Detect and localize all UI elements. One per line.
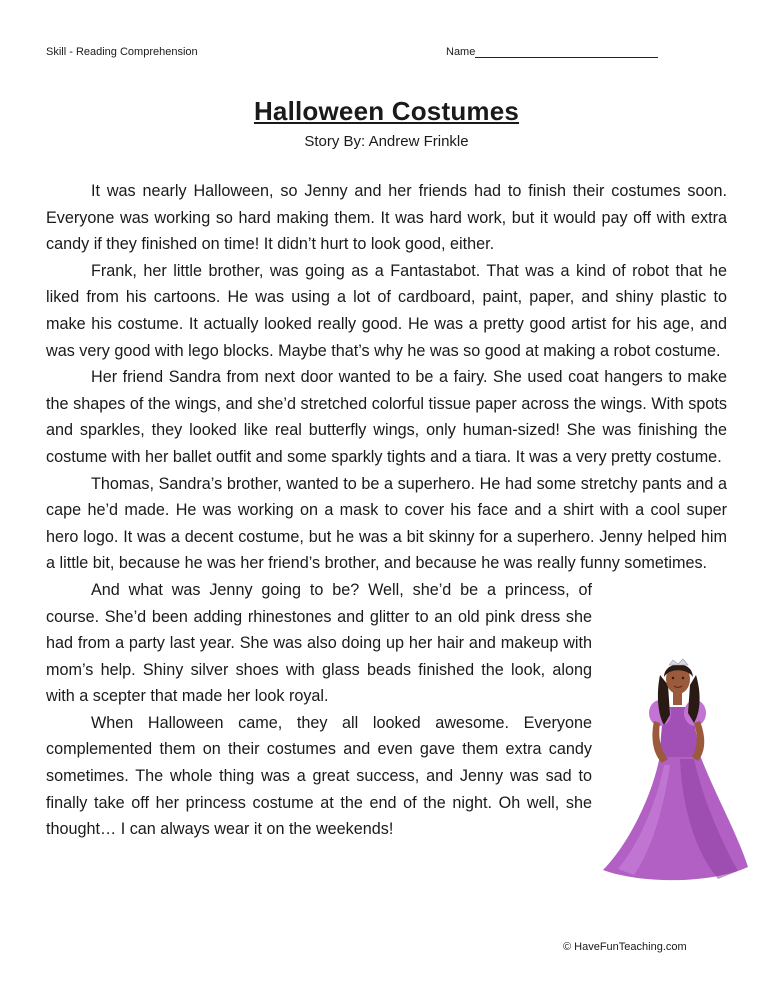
story-paragraph: Thomas, Sandra’s brother, wanted to be a superhero. He had some stretchy pants and a cape he’d made. He was working on a mask to cover his face and a shirt with a cool super hero logo. It was a decent costume, but he was a bit skinny for a superhero. Jenny helped him a little bit, because he was her friend’s brother, and because he was really funny sometimes. bbox=[46, 474, 727, 573]
name-field bbox=[446, 46, 658, 58]
copyright-footer: © HaveFunTeaching.com bbox=[563, 941, 687, 953]
story-paragraph: Her friend Sandra from next door wanted to be a fairy. She used coat hangers to make the shapes of the wings, and she’d stretched colorful tissue paper across the wings. With spots and sparkles, they looked like real butterfly wings, only human-sized! She was finishing the costume with her ballet outfit and some sparkly tights and a tiara. It was a very pretty costume. bbox=[46, 368, 727, 466]
princess-illustration bbox=[598, 655, 753, 887]
story-byline: Story By: Andrew Frinkle bbox=[304, 133, 469, 150]
story-paragraph: Frank, her little brother, was going as a Fantastabot. That was a kind of robot that he liked from his cartoons. He was using a lot of cardboard, paint, paper, and shiny plastic to make his costume. It actually looked really good. He was a pretty good artist for his age, and was very good with lego blocks. Maybe that’s why he was so good at making a robot costume. bbox=[46, 261, 727, 360]
story-paragraph: It was nearly Halloween, so Jenny and her friends had to finish their costumes soon. Everyone was working so hard making them. It was hard work, but it would pay off with extra candy if they finished on time! It didn’t hurt to look good, either. bbox=[46, 182, 727, 254]
worksheet-header bbox=[46, 46, 727, 62]
story-title: Halloween Costumes bbox=[253, 96, 520, 126]
story-paragraph: When Halloween came, they all looked awesome. Everyone complemented them on their costumes and even gave them extra candy sometimes. The whole thing was a great success, and Jenny was sad to finally take off her princess costume at the end of the night. Oh well, she thought… I can always wear it on the weekends! bbox=[46, 713, 592, 839]
name-label: Name bbox=[446, 46, 476, 58]
tiara-icon bbox=[669, 659, 688, 665]
skill-label: Skill - Reading Comprehension bbox=[46, 46, 198, 58]
name-blank-line bbox=[475, 46, 658, 58]
story-paragraph: And what was Jenny going to be? Well, she’d be a princess, of course. She’d been adding rhinestones and glitter to an old pink dress she had from a party last year. She was also doing up her hair and makeup with mom’s help. Shiny silver shoes with glass beads finished the look, along with a scepter that made her look royal. bbox=[46, 580, 592, 706]
